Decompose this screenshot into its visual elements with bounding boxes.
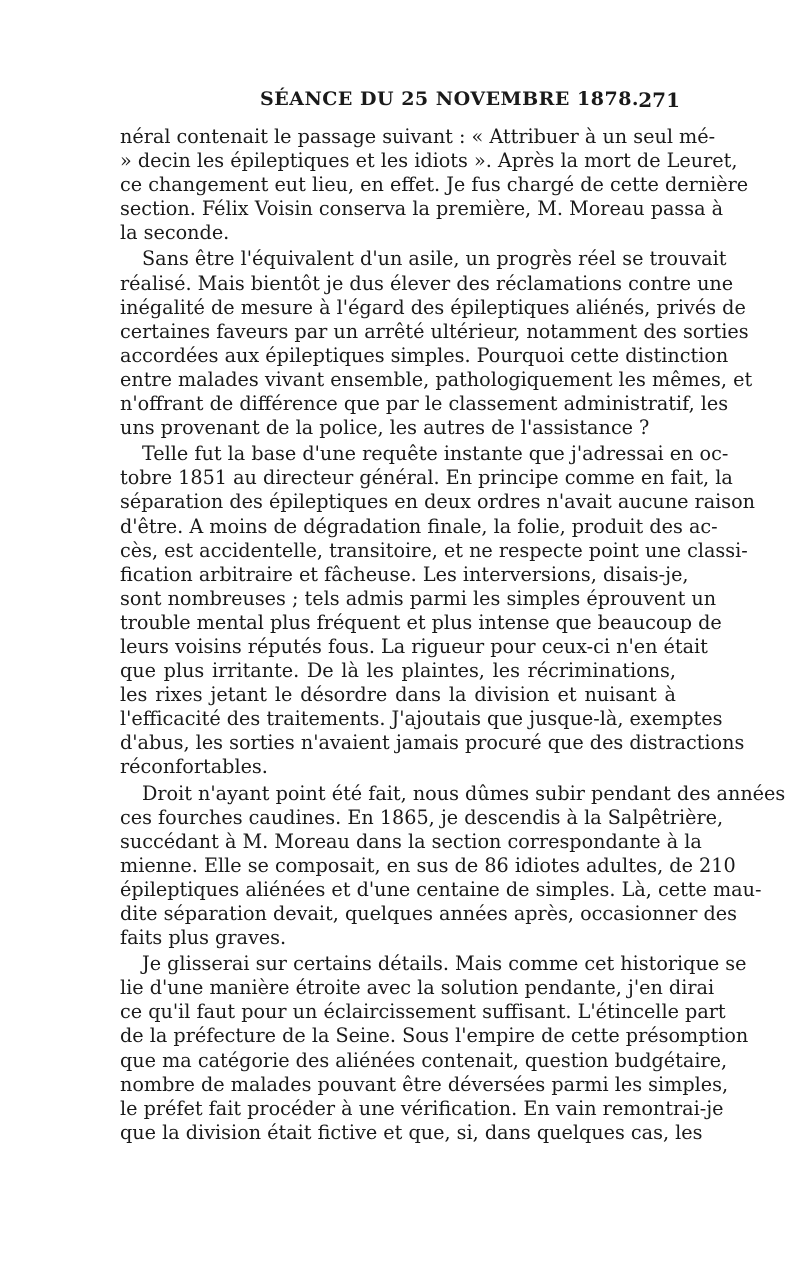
text-line: leurs voisins réputés fous. La rigueur pour ceux-ci n'en était (120, 634, 708, 658)
text-line: uns provenant de la police, les autres de l'assistance ? (120, 416, 650, 440)
paragraph (120, 442, 756, 779)
text-line: réalisé. Mais bientôt je dus élever des réclamations contre une (120, 271, 734, 295)
text-line: fication arbitraire et fâcheuse. Les interversions, disais-je, (120, 562, 689, 586)
text-line: épileptiques aliénées et d'une centaine de simples. Là, cette mau- (120, 877, 762, 901)
running-head: SÉANCE DU 25 NOVEMBRE 1878. (260, 88, 640, 110)
text-line: néral contenait le passage suivant : « Attribuer à un seul mé- (120, 125, 716, 148)
paragraph (120, 952, 749, 1145)
paragraph (120, 781, 786, 951)
text-line: certaines faveurs par un arrêté ultérieur, notamment des sorties (120, 319, 749, 343)
text-line: inégalité de mesure à l'égard des épileptiques aliénés, privés de (120, 295, 746, 319)
text-line: que la division était fictive et que, si, dans quelques cas, les (120, 1120, 703, 1144)
text-line: les rixes jetant le désordre dans la division et nuisant à (120, 683, 676, 707)
text-line: réconfortables. (120, 755, 268, 779)
paragraph (120, 125, 749, 245)
text-line: l'efficacité des traitements. J'ajoutais que jusque-là, exemptes (120, 707, 723, 731)
text-line: ce qu'il faut pour un éclaircissement suffisant. L'étincelle part (120, 1000, 726, 1024)
page-header (120, 88, 680, 116)
text-line: Sans être l'équivalent d'un asile, un progrès réel se trouvait (142, 247, 727, 271)
text-line: » decin les épileptiques et les idiots ». Après la mort de Leuret, (120, 149, 738, 173)
text-line: dite séparation devait, quelques années après, occasionner des (120, 902, 737, 925)
text-line: entre malades vivant ensemble, pathologiquement les mêmes, et (120, 367, 753, 391)
paragraph (120, 247, 753, 440)
text-line: que plus irritante. De là les plaintes, les récriminations, (120, 659, 676, 683)
text-line: Je glisserai sur certains détails. Mais comme cet historique se (142, 952, 747, 976)
page-number: 271 (638, 88, 680, 112)
text-line: faits plus graves. (120, 926, 287, 950)
text-line: le préfet fait procéder à une vérification. En vain remontrai-je (120, 1096, 724, 1120)
text-line: tobre 1851 au directeur général. En principe comme en fait, la (120, 466, 733, 490)
text-line: ces fourches caudines. En 1865, je descendis à la Salpêtrière, (120, 805, 724, 829)
text-line: d'abus, les sorties n'avaient jamais procuré que des distractions (120, 731, 745, 755)
text-line: nombre de malades pouvant être déversées parmi les simples, (120, 1072, 729, 1096)
text-line: ce changement eut lieu, en effet. Je fus chargé de cette dernière (120, 173, 749, 197)
text-line: de la préfecture de la Seine. Sous l'empire de cette présomption (120, 1024, 749, 1048)
text-line: section. Félix Voisin conserva la première, M. Moreau passa à (120, 197, 724, 221)
text-line: lie d'une manière étroite avec la solution pendante, j'en dirai (120, 976, 715, 1000)
text-line: mienne. Elle se composait, en sus de 86 idiotes adultes, de 210 (120, 853, 736, 877)
text-line: Droit n'ayant point été fait, nous dûmes subir pendant des années (142, 781, 786, 805)
text-line: sont nombreuses ; tels admis parmi les simples éprouvent un (120, 586, 717, 610)
text-line: séparation des épileptiques en deux ordres n'avait aucune raison (120, 490, 756, 514)
text-line: trouble mental plus fréquent et plus intense que beaucoup de (120, 610, 722, 634)
text-line: succédant à M. Moreau dans la section correspondante à la (120, 829, 702, 853)
text-line: la seconde. (120, 221, 230, 245)
text-line: d'être. A moins de dégradation finale, la folie, produit des ac- (120, 514, 718, 538)
text-line: Telle fut la base d'une requête instante que j'adressai en oc- (142, 442, 729, 466)
text-line: accordées aux épileptiques simples. Pourquoi cette distinction (120, 343, 729, 367)
text-line: que ma catégorie des aliénées contenait, question budgétaire, (120, 1048, 728, 1072)
text-line: n'offrant de différence que par le classement administratif, les (120, 392, 729, 416)
body-text (120, 125, 786, 1147)
text-line: cès, est accidentelle, transitoire, et ne respecte point une classi- (120, 538, 748, 562)
